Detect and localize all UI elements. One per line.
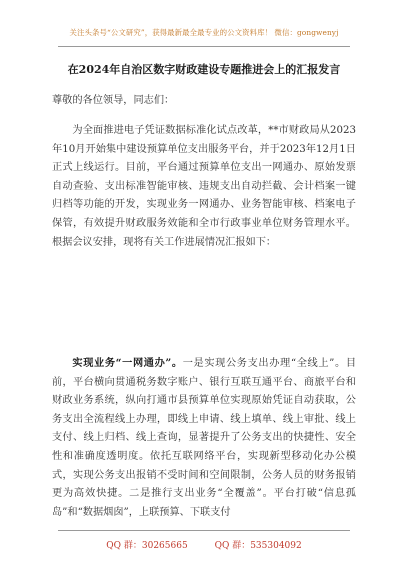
paragraph-1: 为全面推进电子凭证数据标准化试点改革，**市财政局从2023年10月开始集中建设预算单位支出服务平台，并于2023年12月1日正式上线运行。目前，平台通过预算单位支出一网通办、原始发票自动查验、支出标准智能审核、违规支出自动拦截、会计档案一键归档等功能的开发，实现业务一网通办、业务智能审核、档案电子保管，有效提升财政服务效能和全市行政事业单位财务管理水平。根据会议安排，现将有关工作进展情况汇报如下： (52, 125, 356, 248)
salutation: 尊敬的各位领导，同志们： (52, 95, 175, 106)
document-title: 在2024年自治区数字财政建设专题推进会上的汇报发言 (67, 63, 341, 76)
paragraph-2-body: 一是实现公务支出办理“全线上”。目前，平台横向贯通税务数字账户、银行互联互通平台、商旅平台和财政业务系统，纵向打通市县预算单位实现原始凭证自动获取，公务支出全流程线上办理，即线上申请、线上填单、线上审批、线上支付、线上归档、线上查询，显著提升了公务支出的快捷性、安全性和准确度透明度。依托互联网络平台，实现新型移动化办公模式，实现公务支出报销不受时间和空间限制，公务人员的财务报销更为高效快捷。二是推行支出业务“全覆盖”。平台打破“信息孤岛”和“数据烟囱”，上联预算、下联支付 (52, 358, 357, 518)
paragraph-2-lead: 实现业务“一网通办”。 (72, 357, 183, 369)
paragraph-2 (52, 354, 356, 522)
header-divider (58, 46, 350, 47)
footer-divider (58, 530, 350, 531)
header-promo-note: 关注头条号“公文研究”，获得最新最全最专业的公文资料库！ 微信：gongwenyj (69, 28, 339, 37)
paragraph-block-2 (52, 354, 356, 522)
footer-contact (0, 538, 408, 551)
footer-qq-group-2: QQ 群：535304092 (214, 541, 302, 551)
salutation-block (52, 92, 356, 111)
paragraph-block-1 (52, 122, 356, 252)
footer-qq-group-1: QQ 群：30265665 (106, 541, 188, 551)
